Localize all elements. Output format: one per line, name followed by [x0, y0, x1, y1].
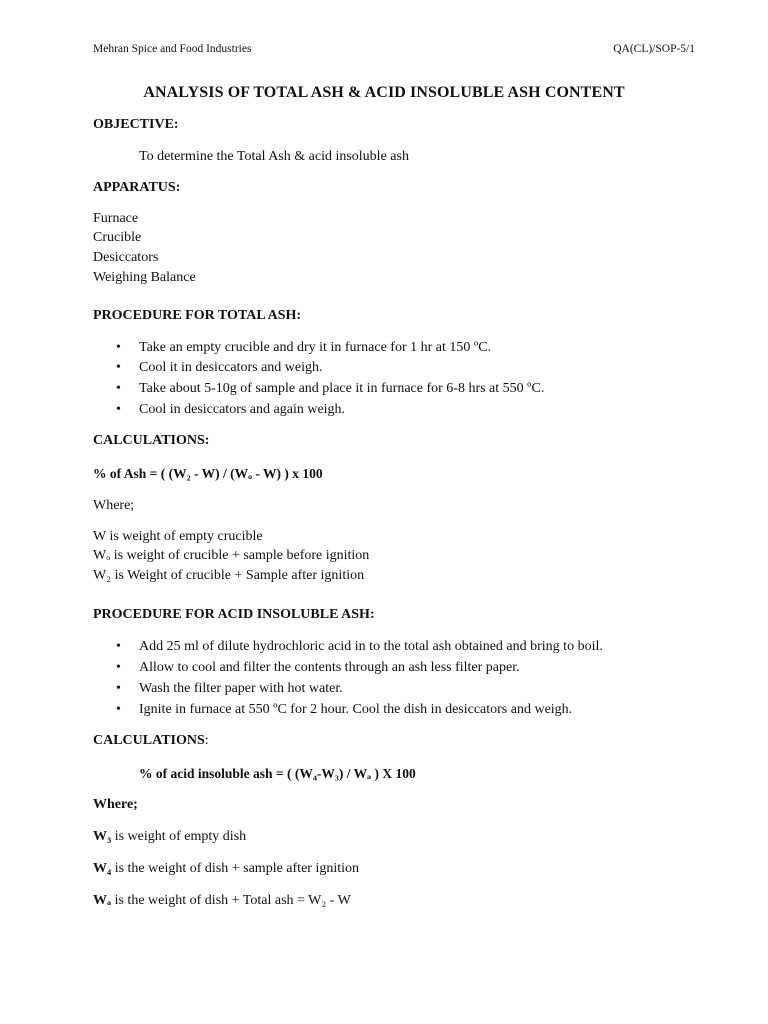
company-name: Mehran Spice and Food Industries [93, 43, 252, 55]
bullet-icon: • [116, 639, 121, 654]
procedure-step [116, 681, 343, 697]
procedure-step [116, 381, 544, 397]
definition-text: is the weight of dish + Total ash = W₂ - W [111, 893, 351, 908]
procedure-step [116, 639, 603, 655]
total-ash-formula: % of Ash = ( (W₂ - W) / (Wₒ - W) ) x 100 [93, 466, 323, 481]
bullet-icon: • [116, 660, 121, 675]
calculations-heading-acid [93, 733, 209, 749]
step-text: Take an empty crucible and dry it in furnace for 1 hr at 150 ºC. [139, 340, 492, 355]
step-text: Cool it in desiccators and weigh. [139, 360, 323, 375]
definition-line [93, 893, 351, 909]
procedure-step [116, 340, 491, 356]
step-text: Allow to cool and filter the contents through an ash less filter paper. [139, 660, 520, 675]
procedure-step [116, 702, 572, 718]
definition-symbol: W₃ [93, 829, 112, 844]
procedure-step [116, 660, 520, 676]
heading-colon: : [204, 733, 209, 748]
acid-insoluble-formula: % of acid insoluble ash = ( (W₄-W₃) / Wₐ ) X 100 [139, 766, 416, 781]
document-code: QA(CL)/SOP-5/1 [613, 43, 695, 55]
calculations-heading: CALCULATIONS: [93, 433, 210, 448]
procedure-acid-heading: PROCEDURE FOR ACID INSOLUBLE ASH: [93, 607, 375, 622]
bullet-icon: • [116, 360, 121, 375]
where-label: Where; [93, 498, 135, 513]
bullet-icon: • [116, 340, 121, 355]
procedure-total-heading: PROCEDURE FOR TOTAL ASH: [93, 308, 302, 323]
apparatus-heading: APPARATUS: [93, 180, 181, 195]
objective-text: To determine the Total Ash & acid insoluble ash [139, 149, 409, 164]
definition-text: is weight of empty dish [111, 829, 247, 844]
bullet-icon: • [116, 702, 121, 717]
objective-heading: OBJECTIVE: [93, 117, 179, 132]
definition-line [93, 861, 359, 877]
apparatus-item: Desiccators [93, 250, 159, 265]
procedure-step [116, 360, 323, 376]
definition-symbol: Wₐ [93, 893, 112, 908]
apparatus-item: Furnace [93, 211, 139, 226]
definition-symbol: W₄ [93, 861, 112, 876]
document-title: ANALYSIS OF TOTAL ASH & ACID INSOLUBLE ASH CONTENT [143, 84, 625, 101]
definition-line: W is weight of empty crucible [93, 529, 263, 544]
bullet-icon: • [116, 681, 121, 696]
bullet-icon: • [116, 381, 121, 396]
definition-line [93, 829, 246, 845]
step-text: Cool in desiccators and again weigh. [139, 402, 346, 417]
step-text: Take about 5-10g of sample and place it in furnace for 6-8 hrs at 550 ºC. [139, 381, 545, 396]
definition-line: W₂ is Weight of crucible + Sample after ignition [93, 568, 365, 583]
definition-line: Wₒ is weight of crucible + sample before ignition [93, 548, 370, 563]
definition-text: is the weight of dish + sample after ignition [111, 861, 359, 876]
step-text: Wash the filter paper with hot water. [139, 681, 343, 696]
procedure-step [116, 402, 345, 418]
apparatus-item: Crucible [93, 230, 142, 245]
where-label-acid: Where; [93, 797, 138, 812]
calculations-heading-text: CALCULATIONS [93, 733, 205, 748]
step-text: Add 25 ml of dilute hydrochloric acid in to the total ash obtained and bring to boil. [139, 639, 603, 654]
step-text: Ignite in furnace at 550 ºC for 2 hour. Cool the dish in desiccators and weigh. [139, 702, 573, 717]
apparatus-item: Weighing Balance [93, 270, 196, 285]
bullet-icon: • [116, 402, 121, 417]
